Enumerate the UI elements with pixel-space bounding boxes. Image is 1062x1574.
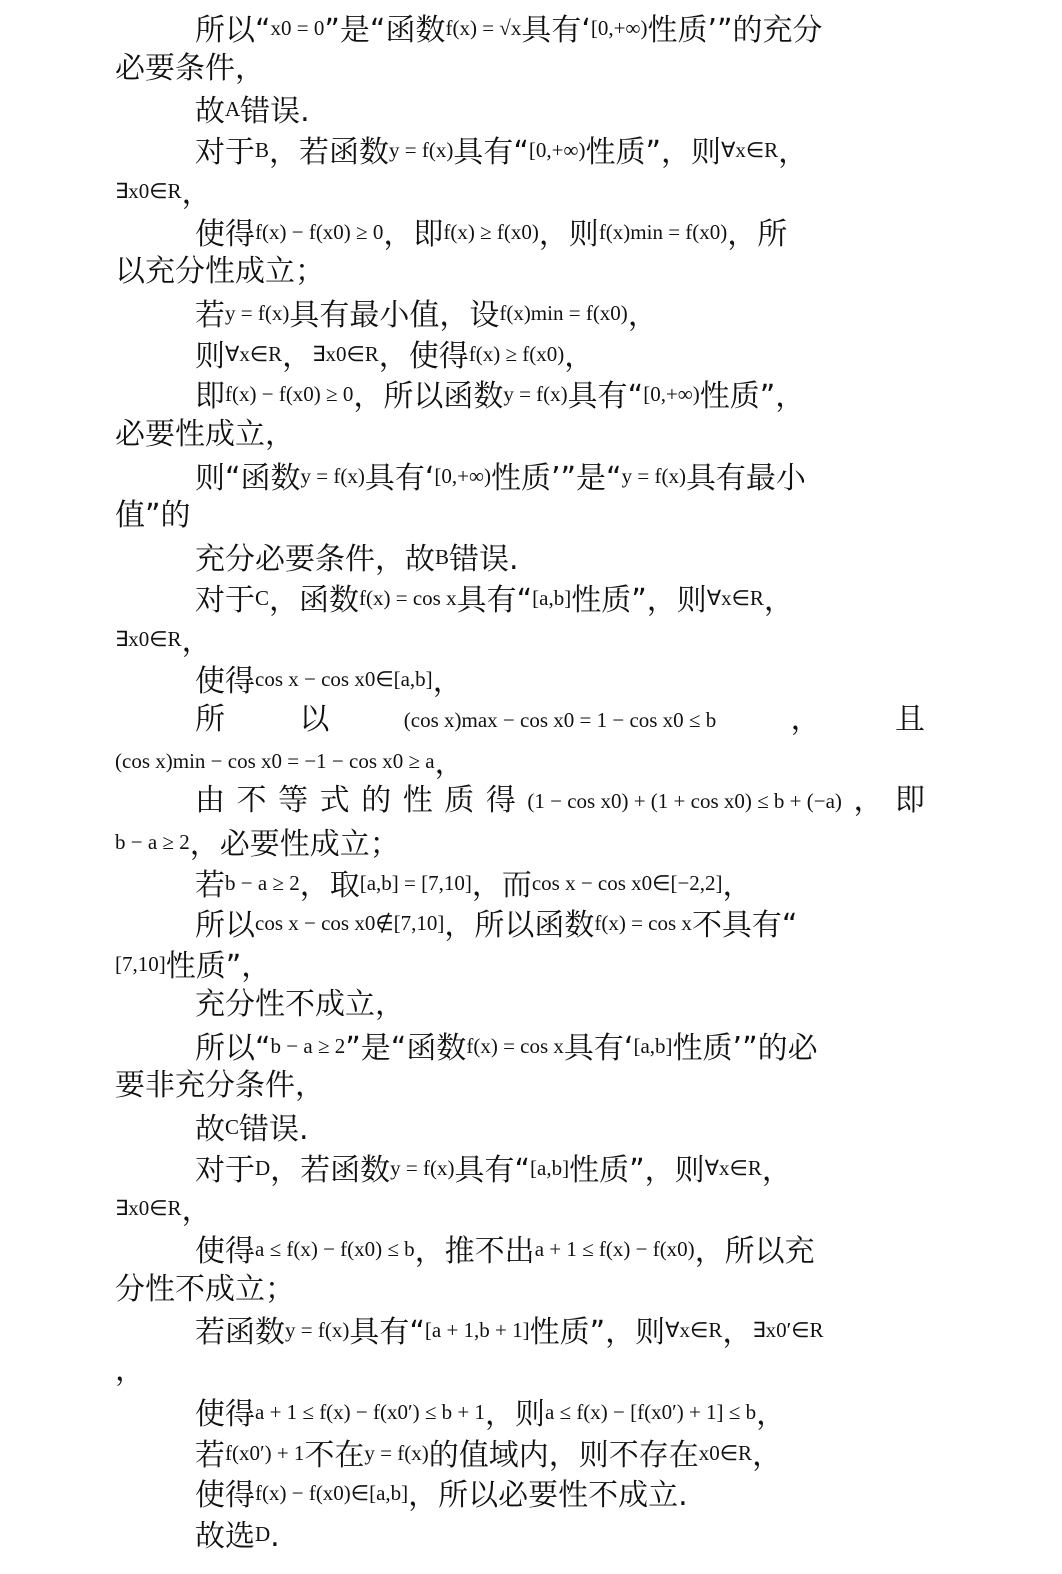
text-line: [195, 1392, 786, 1432]
line-text: ，: [752, 1438, 783, 1473]
line-text: 性质’”是“: [490, 461, 622, 496]
line-text: ，: [763, 583, 794, 618]
math-expression: ∀x∈R: [225, 342, 283, 366]
line-text: 性质”，: [165, 949, 272, 984]
text-line: [195, 700, 925, 740]
line-text: ，: [282, 339, 313, 374]
text-line: [195, 1148, 792, 1188]
math-expression: f(x) − f(x0) ≥ 0: [225, 382, 354, 406]
line-text: 错误.: [240, 94, 310, 129]
line-text: 性: [402, 783, 433, 818]
line-text: 的: [361, 783, 392, 818]
text-line: [195, 863, 753, 903]
text-line: [195, 985, 405, 1025]
text-line: [115, 741, 465, 781]
text-line: [115, 1270, 295, 1310]
math-expression: ∀x∈R: [706, 586, 764, 610]
line-text: ，: [853, 783, 884, 818]
math-expression: b − a ≥ 2: [270, 1034, 346, 1058]
line-text: 质: [444, 783, 475, 818]
line-text: ，: [756, 1397, 787, 1432]
line-text: ，使得: [378, 339, 469, 374]
line-text: 性质”，则: [529, 1315, 666, 1350]
math-expression: a + 1 ≤ f(x) − f(x0′) ≤ b + 1: [255, 1400, 485, 1424]
math-expression: ∃x0∈R: [115, 1196, 182, 1220]
math-expression: (cos x)min − cos x0 = −1 − cos x0 ≥ a: [115, 749, 435, 773]
line-text: 故选: [195, 1519, 255, 1554]
line-text: ，所以充: [694, 1234, 815, 1269]
text-line: [115, 415, 295, 455]
line-text: 即: [195, 379, 225, 414]
text-line: [195, 1514, 280, 1554]
text-line: [115, 822, 400, 862]
math-expression: D: [255, 1156, 271, 1180]
line-text: 即: [894, 783, 925, 818]
line-text: 得: [485, 783, 516, 818]
line-text: ，: [181, 176, 212, 211]
line-text: ，所: [727, 217, 788, 252]
line-text: ，则: [484, 1397, 545, 1432]
math-expression: y = f(x): [364, 1441, 429, 1465]
line-text: 具有最小: [685, 461, 806, 496]
math-expression: y = f(x): [225, 301, 290, 325]
line-text: 等: [278, 783, 309, 818]
math-expression: y = f(x): [503, 382, 568, 406]
math-expression: f(x) − f(x0) ≥ 0: [255, 220, 384, 244]
line-text: 充分性不成立，: [195, 987, 405, 1022]
line-text: 性质”，则: [585, 135, 721, 170]
line-text: 具有“: [454, 1153, 531, 1188]
math-expression: [a,b]: [530, 1156, 570, 1180]
math-expression: [7,10]: [115, 952, 166, 976]
text-line: [115, 1066, 325, 1106]
text-line: [115, 1188, 212, 1228]
line-text: 具有最小值，设: [289, 298, 500, 333]
line-text: 必要性成立，: [115, 417, 295, 452]
line-text: 使得: [195, 1234, 255, 1269]
line-text: 故: [195, 1112, 225, 1147]
text-line: [195, 89, 310, 129]
math-expression: [0,+∞): [643, 382, 700, 406]
line-text: ，: [434, 746, 465, 781]
line-text: 对于: [195, 135, 255, 170]
line-text: ，: [722, 868, 753, 903]
line-text: ，: [181, 624, 212, 659]
line-text: 且: [895, 702, 925, 737]
math-expression: y = f(x): [389, 138, 454, 162]
line-text: 具有‘: [563, 1031, 634, 1066]
line-text: ，所以必要性不成立.: [408, 1478, 688, 1513]
math-expression: y = f(x): [285, 1318, 350, 1342]
text-line: [195, 456, 806, 496]
text-line: [195, 781, 925, 821]
math-expression: b − a ≥ 2: [115, 830, 190, 854]
math-expression: D: [255, 1522, 271, 1546]
line-text: ，若函数: [270, 1153, 391, 1188]
line-text: 错误.: [239, 1112, 309, 1147]
line-text: 性质’”的必: [672, 1031, 818, 1066]
math-expression: (cos x)max − cos x0 = 1 − cos x0 ≤ b: [403, 708, 717, 732]
line-text: ”是“函数: [324, 13, 446, 48]
text-line: [195, 578, 794, 618]
text-line: [195, 1433, 782, 1473]
text-line: [195, 903, 797, 943]
text-line: [195, 1473, 688, 1513]
math-expression: B: [255, 138, 270, 162]
line-text: 所: [195, 702, 225, 737]
line-text: 式: [319, 783, 350, 818]
math-expression: ∀x∈R: [665, 1318, 723, 1342]
text-line: [115, 496, 191, 536]
text-line: [195, 1310, 824, 1350]
line-text: 不具有“: [691, 908, 798, 943]
math-expression: ∀x∈R: [704, 1156, 762, 1180]
line-text: 若: [195, 298, 225, 333]
line-text: 使得: [195, 1478, 255, 1513]
line-text: 由: [195, 783, 225, 818]
math-expression: f(x)min = f(x0): [598, 220, 728, 244]
line-text: 具有“: [453, 135, 529, 170]
text-line: [195, 212, 787, 252]
math-expression: [a,b] = [7,10]: [359, 871, 472, 895]
line-text: ，必要性成立；: [189, 827, 400, 862]
line-text: 不在: [304, 1438, 365, 1473]
math-expression: ∃x0∈R: [115, 179, 182, 203]
line-text: 所以: [195, 908, 255, 943]
text-line: [115, 49, 265, 89]
math-expression: cos x − cos x0∈[a,b]: [255, 667, 433, 691]
line-text: ，而: [471, 868, 532, 903]
math-expression: f(x) ≥ f(x0): [468, 342, 565, 366]
line-text: ，即: [383, 217, 444, 252]
math-expression: ∀x∈R: [721, 138, 779, 162]
math-expression: ∃x0∈R: [115, 627, 182, 651]
line-text: ，所以函数: [444, 908, 595, 943]
line-text: 的值域内，则不存在: [428, 1438, 699, 1473]
line-text: 则: [195, 339, 225, 374]
line-text: .: [270, 1519, 280, 1554]
line-text: 所以“: [195, 13, 271, 48]
text-line: [195, 374, 805, 414]
text-line: [195, 537, 519, 577]
line-text: 必要条件，: [115, 51, 265, 86]
math-expression: [0,+∞): [528, 138, 586, 162]
line-text: 不: [236, 783, 267, 818]
line-text: ，推不出: [414, 1234, 535, 1269]
math-expression: cos x − cos x0∈[−2,2]: [531, 871, 723, 895]
line-text: 若: [195, 1438, 225, 1473]
line-text: ，: [778, 135, 809, 170]
math-expression: f(x) = cos x: [594, 911, 692, 935]
math-expression: A: [225, 97, 241, 121]
text-line: [195, 1107, 309, 1147]
line-text: ，所以函数: [353, 379, 504, 414]
math-expression: a + 1 ≤ f(x) − f(x0): [534, 1237, 695, 1261]
text-line: [115, 944, 271, 984]
line-text: 使得: [195, 664, 255, 699]
line-text: 对于: [195, 1153, 255, 1188]
text-line: [195, 130, 808, 170]
math-expression: [a,b]: [633, 1034, 673, 1058]
math-expression: ∃x0′∈R: [752, 1318, 824, 1342]
math-expression: f(x)min = f(x0): [499, 301, 628, 325]
text-line: [195, 8, 823, 48]
line-text: ，: [627, 298, 658, 333]
math-expression: f(x) = cos x: [466, 1034, 564, 1058]
text-line: [195, 1026, 818, 1066]
math-expression: f(x) − f(x0)∈[a,b]: [255, 1481, 409, 1505]
line-text: 以充分性成立；: [115, 254, 325, 289]
line-text: ，: [115, 1353, 145, 1388]
text-line: [115, 171, 212, 211]
math-expression: (1 − cos x0) + (1 + cos x0) ≤ b + (−a): [527, 789, 842, 813]
line-text: ，取: [299, 868, 360, 903]
text-line: [115, 252, 325, 292]
line-text: 具有“: [567, 379, 644, 414]
math-expression: cos x − cos x0∉[7,10]: [255, 911, 445, 935]
line-text: 故: [195, 94, 225, 129]
line-text: 若: [195, 868, 225, 903]
line-text: 值”的: [115, 498, 191, 533]
math-expression: ∃x0∈R: [312, 342, 379, 366]
line-text: 要非充分条件，: [115, 1068, 325, 1103]
line-text: ，: [181, 1193, 212, 1228]
math-expression: f(x) = √x: [445, 16, 522, 40]
line-text: 使得: [195, 1397, 255, 1432]
math-expression: y = f(x): [621, 464, 686, 488]
math-expression: a ≤ f(x) − f(x0) ≤ b: [255, 1237, 415, 1261]
line-text: 分性不成立；: [115, 1272, 295, 1307]
math-expression: [a,b]: [532, 586, 572, 610]
line-text: ，: [564, 339, 595, 374]
math-expression: y = f(x): [300, 464, 365, 488]
math-expression: x0 = 0: [270, 16, 325, 40]
line-text: 具有‘: [364, 461, 435, 496]
line-text: 充分必要条件，故: [195, 542, 435, 577]
math-expression: C: [255, 586, 270, 610]
math-expression: C: [225, 1115, 240, 1139]
line-text: ”是“函数: [345, 1031, 467, 1066]
math-expression: [a + 1,b + 1]: [424, 1318, 530, 1342]
math-expression: [0,+∞): [590, 16, 648, 40]
line-text: ，函数: [269, 583, 360, 618]
line-text: 性质”，: [699, 379, 806, 414]
line-text: 则“函数: [195, 461, 301, 496]
line-text: 性质’”的充分: [647, 13, 823, 48]
line-text: 所以“: [195, 1031, 271, 1066]
line-text: 性质”，则: [571, 583, 707, 618]
line-text: 具有“: [349, 1315, 425, 1350]
line-text: 具有“: [456, 583, 533, 618]
line-text: 若函数: [195, 1315, 285, 1350]
line-text: ，: [790, 702, 821, 737]
line-text: ，若函数: [269, 135, 390, 170]
line-text: 错误.: [449, 542, 519, 577]
line-text: ，: [722, 1315, 753, 1350]
line-text: 使得: [195, 217, 255, 252]
math-expression: [0,+∞): [434, 464, 491, 488]
math-expression: b − a ≥ 2: [225, 871, 300, 895]
math-expression: B: [435, 545, 450, 569]
text-line: [115, 619, 212, 659]
math-expression: f(x0′) + 1: [225, 1441, 305, 1465]
math-expression: y = f(x): [390, 1156, 455, 1180]
math-expression: a ≤ f(x) − [f(x0′) + 1] ≤ b: [544, 1400, 757, 1424]
text-line: [195, 659, 463, 699]
line-text: 性质”，则: [569, 1153, 705, 1188]
math-expression: f(x) = cos x: [359, 586, 457, 610]
line-text: 对于: [195, 583, 255, 618]
line-text: ，: [761, 1153, 792, 1188]
line-text: 具有‘: [521, 13, 591, 48]
math-expression: x0∈R: [698, 1441, 753, 1465]
text-line: [195, 1229, 815, 1269]
line-text: ，: [432, 664, 463, 699]
line-text: 以: [299, 702, 330, 737]
text-line: [195, 293, 658, 333]
line-text: ，则: [538, 217, 599, 252]
text-line: [115, 1351, 145, 1391]
math-expression: f(x) ≥ f(x0): [443, 220, 539, 244]
text-line: [195, 334, 594, 374]
